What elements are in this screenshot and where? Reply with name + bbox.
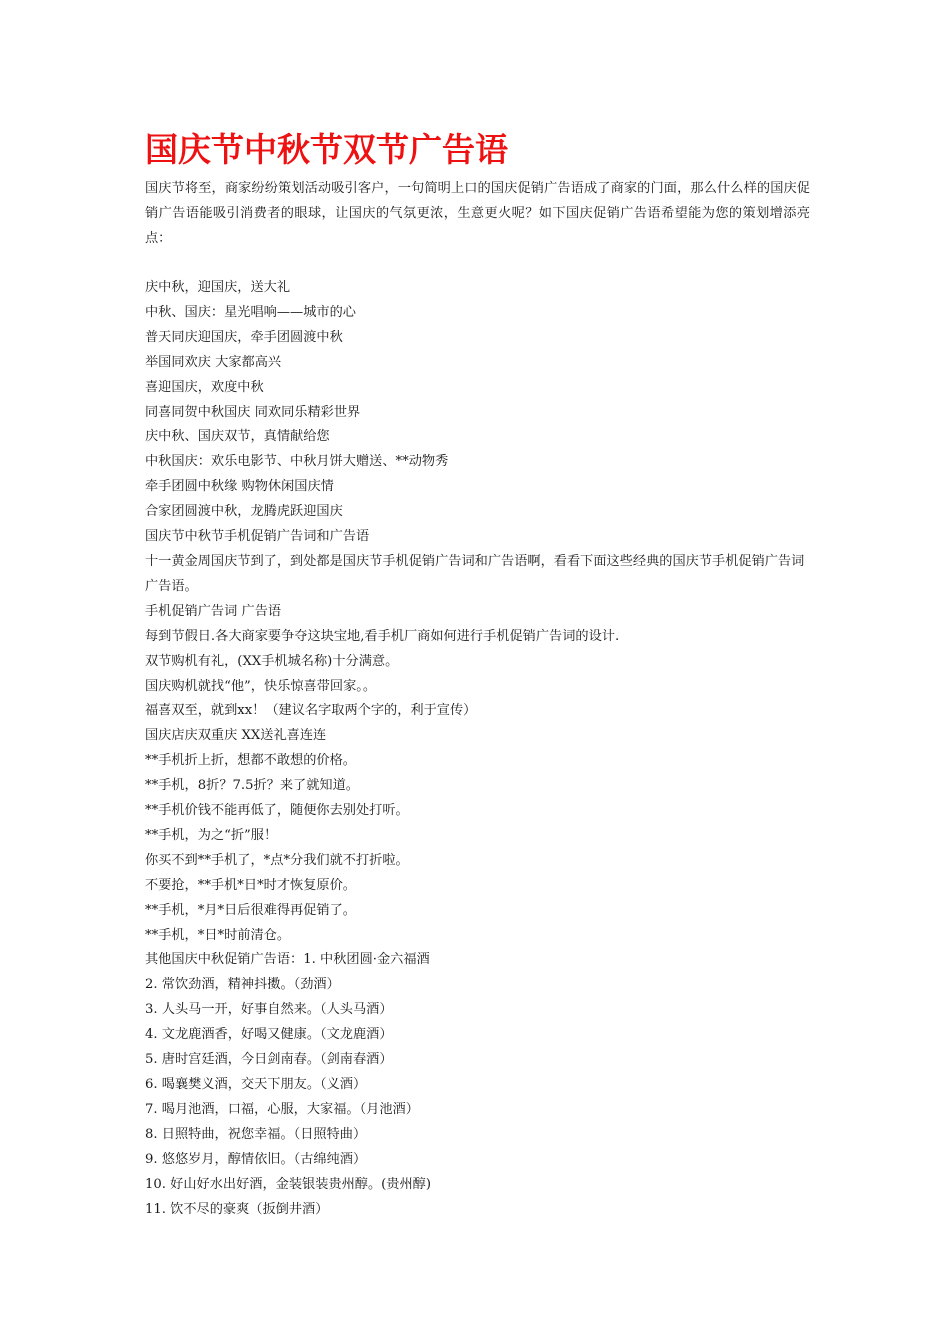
slogan-line: 牵手团圆中秋缘 购物休闲国庆情: [145, 479, 334, 495]
slogan-line: 中秋、国庆：星光唱响——城市的心: [145, 304, 356, 320]
slogan-line: 双节购机有礼，(XX手机城名称)十分满意。: [145, 653, 399, 669]
slogan-line: 喜迎国庆，欢度中秋: [145, 379, 264, 395]
slogan-line: 国庆节中秋节手机促销广告词和广告语: [145, 529, 370, 545]
intro-paragraph: 国庆节将至，商家纷纷策划活动吸引客户，一句简明上口的国庆促销广告语成了商家的门面，那么什么样的国庆促销广告语能吸引消费者的眼球，让国庆的气氛更浓，生意更火呢？如下国庆促销广告语希望能为您的策划增添亮点：: [145, 181, 810, 246]
slogan-list: [145, 276, 810, 1222]
slogan-line: 3. 人头马一开，好事自然来。（人头马酒）: [145, 1002, 393, 1018]
slogan-line: **手机，8折？7.5折？来了就知道。: [145, 778, 359, 794]
slogan-line: 福喜双至，就到xx！（建议名字取两个字的，利于宣传）: [145, 703, 477, 719]
document-title: 国庆节中秋节双节广告语: [145, 130, 508, 169]
slogan-line: **手机折上折，想都不敢想的价格。: [145, 753, 356, 769]
slogan-line: 你买不到**手机了，*点*分我们就不打折啦。: [145, 852, 409, 868]
slogan-line: 国庆购机就找“他”，快乐惊喜带回家。。: [145, 678, 377, 694]
slogan-line: 中秋国庆：欢乐电影节、中秋月饼大赠送、**动物秀: [145, 454, 449, 470]
slogan-line: 手机促销广告词 广告语: [145, 603, 282, 619]
slogan-line: 国庆店庆双重庆 XX送礼喜连连: [145, 728, 327, 744]
slogan-line: 庆中秋，迎国庆，送大礼: [145, 280, 291, 295]
slogan-line: 合家团圆渡中秋，龙腾虎跃迎国庆: [145, 504, 343, 520]
slogan-line: 7. 喝月池酒，口福，心服，大家福。（月池酒）: [145, 1101, 419, 1117]
slogan-line: 同喜同贺中秋国庆 同欢同乐精彩世界: [145, 404, 361, 420]
slogan-line: 5. 唐时宫廷酒，今日剑南春。（剑南春酒）: [145, 1052, 393, 1068]
slogan-line: 10. 好山好水出好酒，金装银装贵州醇。(贵州醇): [145, 1176, 432, 1192]
slogan-line: 庆中秋、国庆双节，真情献给您: [145, 429, 330, 445]
slogan-line: 不要抢，**手机*日*时才恢复原价。: [145, 877, 356, 893]
slogan-line: 9. 悠悠岁月，醇情依旧。（古绵纯酒）: [145, 1151, 367, 1167]
slogan-line: 十一黄金周国庆节到了，到处都是国庆节手机促销广告词和广告语啊，看看下面这些经典的国庆节手机促销广告词 广告语。: [145, 553, 809, 594]
slogan-line: 4. 文龙鹿酒香，好喝又健康。（文龙鹿酒）: [145, 1027, 393, 1043]
slogan-line: 11. 饮不尽的豪爽（扳倒井酒）: [145, 1201, 329, 1217]
slogan-line: **手机，为之“折”服！: [145, 827, 278, 843]
slogan-line: 举国同欢庆 大家都高兴: [145, 354, 282, 370]
slogan-line: 8. 日照特曲，祝您幸福。（日照特曲）: [145, 1126, 367, 1142]
slogan-line: **手机，*日*时前清仓。: [145, 927, 291, 943]
blank-line: [145, 251, 810, 276]
slogan-line: **手机价钱不能再低了，随便你去别处打听。: [145, 803, 409, 819]
document-page: [145, 128, 810, 1222]
slogan-line: 其他国庆中秋促销广告语：1. 中秋团圆·金六福酒: [145, 952, 430, 968]
slogan-line: 2. 常饮劲酒，精神抖擞。（劲酒）: [145, 977, 340, 993]
slogan-line: 6. 喝襄樊义酒，交天下朋友。（义酒）: [145, 1077, 367, 1092]
slogan-line: 每到节假日.各大商家要争夺这块宝地,看手机厂商如何进行手机促销广告词的设计.: [145, 628, 620, 644]
slogan-line: **手机，*月*日后很难得再促销了。: [145, 902, 356, 918]
slogan-line: 普天同庆迎国庆，牵手团圆渡中秋: [145, 329, 343, 345]
